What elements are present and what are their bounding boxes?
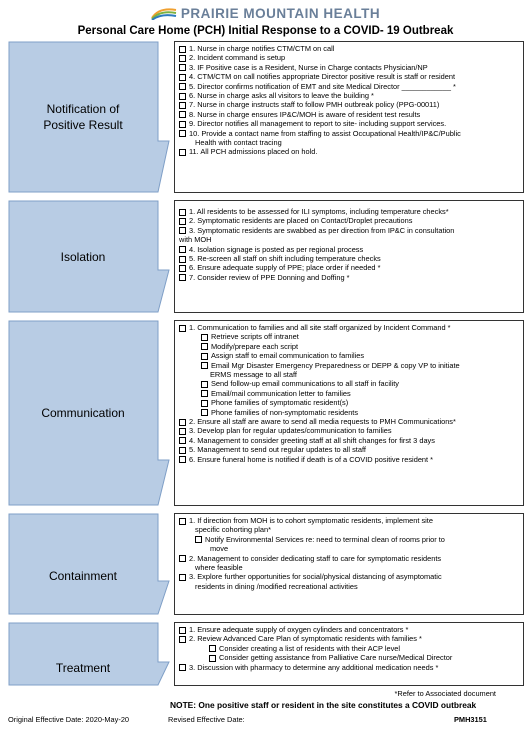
checklist-item[interactable]: 7. Consider review of PPE Donning and Doffing * [179,273,519,282]
checkbox[interactable] [179,64,186,71]
checklist-subitem[interactable]: Modify/prepare each script [179,342,519,351]
checklist-item[interactable]: 2. Ensure all staff are aware to send all media requests to PMH Communications* [179,417,519,426]
section-label: Treatment [55,661,111,676]
checklist-item[interactable]: 4. Management to consider greeting staff at all shift changes for first 3 days [179,436,519,445]
outbreak-note: NOTE: One positive staff or resident in the site constitutes a COVID outbreak [170,700,477,710]
checklist-item[interactable]: 8. Nurse in charge ensures IP&C/MOH is aware of resident test results [179,110,519,119]
checklist-item[interactable]: 3. IF Positive case is a Resident, Nurse in Charge contacts Physician/NP [179,63,519,72]
checkbox[interactable] [179,518,186,525]
checklist-item[interactable]: 1. Ensure adequate supply of oxygen cylinders and concentrators * [179,625,519,634]
checkbox[interactable] [179,456,186,463]
checkbox[interactable] [179,130,186,137]
checklist-item[interactable]: 1. Nurse in charge notifies CTM/CTM on call [179,44,519,53]
checkbox[interactable] [201,390,208,397]
section-label: Containment [48,569,118,584]
arrow-shape [8,513,170,615]
checklist-box [174,200,524,313]
checklist-subitem[interactable]: Send follow-up email communications to all staff in facility [179,379,519,388]
checkbox[interactable] [201,334,208,341]
checklist-box [174,513,524,615]
checkbox[interactable] [179,555,186,562]
checklist-item[interactable]: 3. Develop plan for regular updates/communication to families [179,426,519,435]
checklist-item[interactable]: 6. Ensure adequate supply of PPE; place order if needed * [179,263,519,272]
checkbox[interactable] [179,256,186,263]
checkbox[interactable] [209,645,216,652]
checklist-subitem[interactable]: Retrieve scripts off intranet [179,332,519,341]
checklist-item[interactable]: 5. Re-screen all staff on shift including temperature checks [179,254,519,263]
checklist-item[interactable]: 5. Director confirms notification of EMT and site Medical Director ____________ * [179,82,519,91]
checklist-subitem[interactable]: Phone families of non-symptomatic residents [179,408,519,417]
checklist-item[interactable]: 2. Review Advanced Care Plan of symptomatic residents with families * [179,634,519,643]
checkbox[interactable] [179,664,186,671]
checkbox[interactable] [179,627,186,634]
checklist-item[interactable]: 1. Communication to families and all site staff organized by Incident Command * [179,323,519,332]
checkbox[interactable] [201,381,208,388]
checklist-item[interactable]: 3. Discussion with pharmacy to determine any additional medication needs * [179,663,519,672]
checkbox[interactable] [195,536,202,543]
section-communication [8,320,524,506]
checklist-item[interactable]: 6. Ensure funeral home is notified if death is of a COVID positive resident * [179,455,519,464]
page-title: Personal Care Home (PCH) Initial Response to a COVID- 19 Outbreak [77,25,454,37]
checkbox[interactable] [179,93,186,100]
checkbox[interactable] [201,343,208,350]
checklist-box [174,320,524,506]
section-containment [8,513,524,615]
checklist-box [174,622,524,686]
checkbox[interactable] [179,447,186,454]
refer-note: *Refer to Associated document [394,689,496,698]
revised-date: Revised Effective Date: [168,715,245,724]
checkbox[interactable] [179,428,186,435]
checkbox[interactable] [179,74,186,81]
checklist-item[interactable]: 1. If direction from MOH is to cohort symptomatic residents, implement site [179,516,519,525]
section-notification [8,41,524,193]
document-code: PMH3151 [454,715,487,724]
checklist-item[interactable]: 11. All PCH admissions placed on hold. [179,147,519,156]
checklist-item[interactable]: 10. Provide a contact name from staffing to assist Occupational Health/IP&C/Public [179,129,519,138]
checklist-continuation: Health with contact tracing [195,138,282,148]
checkbox[interactable] [179,46,186,53]
header [0,4,531,37]
section-label: Communication [41,406,125,420]
checkbox[interactable] [201,362,208,369]
checklist-item[interactable]: 4. Isolation signage is posted as per regional process [179,245,519,254]
checkbox[interactable] [179,636,186,643]
checkbox[interactable] [179,102,186,109]
checklist-continuation: specific cohorting plan* [195,525,272,535]
checklist-item[interactable]: 6. Nurse in charge asks all visitors to leave the building * [179,91,519,100]
checkbox[interactable] [179,274,186,281]
checkbox[interactable] [179,111,186,118]
checklist-continuation: move [210,544,229,554]
checkbox[interactable] [179,437,186,444]
logo-text: PRAIRIE MOUNTAIN HEALTH [180,5,381,21]
checkbox[interactable] [201,353,208,360]
checkbox[interactable] [179,325,186,332]
checklist-subitem[interactable]: Consider getting assistance from Palliative Care nurse/Medical Director [179,653,519,662]
checkbox[interactable] [179,218,186,225]
checkbox[interactable] [179,246,186,253]
checkbox[interactable] [201,409,208,416]
checklist-subitem[interactable]: Phone families of symptomatic resident(s) [179,398,519,407]
checkbox[interactable] [179,419,186,426]
checkbox[interactable] [179,121,186,128]
checklist-subitem[interactable]: Consider creating a list of residents with their ACP level [179,644,519,653]
checklist-subitem[interactable]: Assign staff to email communication to families [179,351,519,360]
checkbox[interactable] [179,209,186,216]
logo-swoosh-icon [151,6,177,20]
checklist-subitem[interactable]: Notify Environmental Services re: need to terminal clean of rooms prior to [179,535,519,544]
checkbox[interactable] [179,149,186,156]
checklist-box [174,41,524,193]
checkbox[interactable] [179,574,186,581]
arrow-shape [8,622,170,686]
checkbox[interactable] [179,83,186,90]
checkbox[interactable] [209,655,216,662]
checklist-subitem[interactable]: Email/mail communication letter to families [179,389,519,398]
section-label: Notification of Positive Result [43,102,123,132]
checklist-item[interactable]: 3. Symptomatic residents are swabbed as per direction from IP&C in consultation [179,226,519,235]
checklist-item[interactable]: 3. Explore further opportunities for social/physical distancing of asymptomatic [179,572,519,581]
checklist-item[interactable]: 5. Management to send out regular updates to all staff [179,445,519,454]
checklist-item[interactable]: 9. Director notifies all management to report to site- including support services. [179,119,519,128]
checkbox[interactable] [179,55,186,62]
checklist-item[interactable]: 1. All residents to be assessed for ILI symptoms, including temperature checks* [179,207,519,216]
checklist-continuation: ERMS message to all staff [210,370,297,380]
section-treatment [8,622,524,686]
checklist-item[interactable]: 2. Management to consider dedicating staff to care for symptomatic residents [179,554,519,563]
logo [0,4,531,22]
section-isolation [8,200,524,313]
checklist-item[interactable]: 7. Nurse in charge instructs staff to follow PMH outbreak policy (PPG-00011) [179,100,519,109]
original-date: Original Effective Date: 2020-May-20 [8,715,130,724]
checklist-subitem[interactable]: Email Mgr Disaster Emergency Preparedness or DEPP & copy VP to initiate [179,361,519,370]
checkbox[interactable] [179,265,186,272]
checkbox[interactable] [201,400,208,407]
checklist-continuation: where feasible [195,563,243,573]
checklist-item[interactable]: 2. Incident command is setup [179,53,519,62]
checklist-item[interactable]: 4. CTM/CTM on call notifies appropriate Director positive result is staff or resident [179,72,519,81]
checkbox[interactable] [179,227,186,234]
checklist-item[interactable]: 2. Symptomatic residents are placed on Contact/Droplet precautions [179,216,519,225]
checklist-continuation: with MOH [179,235,212,245]
checklist-continuation: residents in dining /modified recreational activities [195,581,358,591]
section-label: Isolation [60,249,106,264]
